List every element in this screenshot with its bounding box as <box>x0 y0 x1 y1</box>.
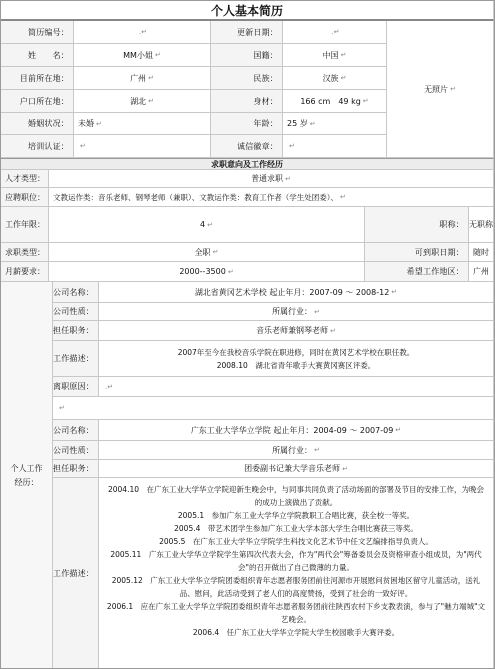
exp1-company-value <box>99 282 494 303</box>
job-type-value-text: 全职 <box>194 247 211 257</box>
cell-mark: ↵ <box>59 404 65 412</box>
exp2-position-value <box>99 460 494 478</box>
apply-label <box>1 188 49 207</box>
area-label <box>365 262 469 282</box>
cell-mark: ↵ <box>148 74 154 82</box>
exp2-nature-label-text: 公司性质： <box>53 445 94 455</box>
body-value-text: 166 cm 49 kg <box>300 96 361 106</box>
cert-label-text: 培训认证： <box>28 141 69 151</box>
experience-label <box>1 282 53 669</box>
cell-mark: ↵ <box>80 142 86 150</box>
page-title <box>1 1 494 21</box>
cell-mark: ↵ <box>340 193 346 201</box>
ethnicity-label-text: 民族： <box>253 73 278 83</box>
body-label-text: 身材： <box>253 96 278 106</box>
job-type-label <box>1 243 49 262</box>
exp1-company-text: 湖北省黄冈艺术学校 <box>194 287 267 297</box>
credit-value <box>283 135 387 158</box>
cell-mark: ↵ <box>314 307 320 316</box>
exp2-position-text: 团委副书记兼大学音乐老师 <box>244 464 341 473</box>
apply-value-text: 文教运作类：音乐老师、钢琴老师（兼职）、文教运作类：教育工作者（学生处团委）、 <box>53 192 338 202</box>
salary-label-text: 月薪要求： <box>5 267 45 276</box>
title-label <box>365 207 469 243</box>
cell-mark: ↵ <box>330 326 336 335</box>
cert-value <box>74 135 211 158</box>
resume-no-value <box>74 21 211 44</box>
cell-mark: ↵ <box>395 426 402 434</box>
years-label <box>1 207 49 243</box>
exp2-desc-line: 2005.1 参加广东工业大学华立学院教职工合唱比赛，获全校一等奖。 <box>177 511 415 520</box>
name-label <box>1 44 74 67</box>
talent-type-value-text: 普通求职 <box>251 174 284 183</box>
title-value-text: 无职称 <box>469 219 493 229</box>
apply-label-text: 应聘职位： <box>5 192 45 202</box>
update-date-label-text: 更新日期： <box>237 27 278 37</box>
nationality-label <box>211 44 283 67</box>
exp1-reason-label-text: 离职原因： <box>53 382 94 391</box>
name-label-text: 姓 名： <box>28 50 69 60</box>
talent-type-label <box>1 170 49 188</box>
exp2-industry-label-text: 所属行业： <box>272 445 313 455</box>
exp1-position-value <box>99 321 494 341</box>
exp-spacer <box>53 397 494 420</box>
cell-mark: .↵ <box>138 28 148 36</box>
cell-mark: ↵ <box>342 464 348 473</box>
exp2-desc-label-text: 工作描述： <box>53 569 94 578</box>
exp1-company-label <box>53 282 99 303</box>
exp1-desc-line: 2008.10 湖北省青年歌手大赛黄冈赛区评委。 <box>216 360 376 370</box>
exp1-industry-label-text: 所属行业： <box>272 307 313 316</box>
exp2-desc-line: 2005.12 广东工业大学华立学院团委组织青年志愿者服务团前往河源市开展慰问贫困地区留守儿童活动，送礼品、慰问，此活动受到了老人们的高度赞扬，受到了社会的一致好评。 <box>111 576 481 598</box>
exp2-desc-value <box>99 478 494 669</box>
nationality-label-text: 国籍： <box>253 50 278 60</box>
nationality-value-text: 中国 <box>322 50 339 60</box>
exp1-reason-value <box>99 377 494 397</box>
hukou-value <box>74 90 211 113</box>
ethnicity-label <box>211 67 283 90</box>
exp2-desc-line: 2005.4 带艺术团学生参加广东工业大学本部大学生合唱比赛获三等奖。 <box>174 524 418 533</box>
area-value <box>469 262 494 282</box>
exp2-desc-line: 2006.4 任广东工业大学华立学院大学生校园歌手大赛评委。 <box>192 628 400 637</box>
hukou-label <box>1 90 74 113</box>
exp2-position-label-text: 担任职务： <box>53 464 94 473</box>
exp2-company-value <box>99 420 494 441</box>
title-label-text: 职称： <box>439 220 464 229</box>
credit-label <box>211 135 283 158</box>
name-value-text: MM小姐 <box>123 50 153 60</box>
photo-text: 无照片 <box>424 84 449 94</box>
cell-mark: ↵ <box>362 97 369 105</box>
exp1-period-text: 起止年月：2007-09 ～ 2008-12 <box>269 287 390 297</box>
area-value-text: 广州 <box>473 267 489 276</box>
marital-value-text: 未婚 <box>78 119 94 128</box>
section-job-header <box>1 158 494 170</box>
section-job-text: 求职意向及工作经历 <box>211 159 283 169</box>
exp1-nature-label-text: 公司性质： <box>53 307 94 316</box>
body-label <box>211 90 283 113</box>
nationality-value <box>283 44 387 67</box>
age-value-text: 25 岁 <box>287 119 308 128</box>
job-type-value <box>49 243 365 262</box>
exp2-nature-label <box>53 441 99 460</box>
exp2-company-text: 广东工业大学华立学院 <box>190 425 271 435</box>
years-value <box>49 207 365 243</box>
cell-mark: ↵ <box>148 97 154 105</box>
age-label-text: 年龄： <box>253 119 278 128</box>
cell-mark: ↵ <box>212 248 219 256</box>
ethnicity-value-text: 汉族 <box>322 73 339 83</box>
marital-label-text: 婚姻状况： <box>28 119 69 128</box>
exp1-desc-label <box>53 341 99 377</box>
body-value <box>283 90 387 113</box>
exp1-desc-line: 2007年至今在我校音乐学院在职进修，同时在黄冈艺术学校在职任教。 <box>177 347 415 357</box>
name-value <box>74 44 211 67</box>
marital-value <box>74 113 211 135</box>
age-value <box>283 113 387 135</box>
cert-label <box>1 135 74 158</box>
salary-value <box>49 262 365 282</box>
exp2-position-label <box>53 460 99 478</box>
exp1-company-label-text: 公司名称： <box>53 287 94 297</box>
exp2-desc-line: 2005.11 广东工业大学华立学院学生第四次代表大会，作为"两代会"筹备委员会及资格审查小组成员，为"两代会"的召开做出了自己微薄的力量。 <box>110 550 482 572</box>
exp1-nature-value <box>99 303 494 321</box>
cell-mark: ↵ <box>285 174 291 183</box>
cell-mark: ↵ <box>391 288 398 296</box>
exp2-period-text: 起止年月：2004-09 ～ 2007-09 <box>273 425 394 435</box>
hukou-value-text: 湖北 <box>130 96 147 106</box>
ethnicity-value <box>283 67 387 90</box>
exp2-desc-line: 2004.10 在广东工业大学华立学院迎新生晚会中，与同事共同负责了活动场面的部署及节目的安排工作，为晚会的成功上演做出了贡献。 <box>107 485 484 507</box>
cell-mark: ↵ <box>309 119 316 128</box>
cell-mark: ↵ <box>289 142 295 150</box>
salary-value-text: 2000--3500 <box>179 267 226 276</box>
cell-mark: ↵ <box>314 446 320 454</box>
location-value <box>74 67 211 90</box>
cell-mark: .↵ <box>331 28 340 36</box>
arrival-label <box>365 243 469 262</box>
hukou-label-text: 户口所在地： <box>19 96 69 106</box>
area-label-text: 希望工作地区： <box>406 267 464 276</box>
title-value <box>469 207 494 243</box>
cell-mark: ↵ <box>450 85 456 93</box>
cell-mark: ↵ <box>96 119 102 128</box>
cell-mark: ↵ <box>227 267 234 276</box>
exp1-position-label-text: 担任职务： <box>53 326 94 335</box>
credit-label-text: 诚信徽章： <box>237 141 278 151</box>
cell-mark: ↵ <box>154 51 161 59</box>
exp2-desc-label <box>53 478 99 669</box>
title-text: 个人基本简历 <box>210 3 283 18</box>
exp2-company-label-text: 公司名称： <box>53 425 94 435</box>
exp2-desc-line: 2005.5 在广东工业大学华立学院学生科技文化艺术节中任文艺编排指导负责人。 <box>159 537 433 546</box>
exp1-reason-label <box>53 377 99 397</box>
cell-mark: ↵ <box>340 74 347 82</box>
resume-no-label-text: 简历编号： <box>28 27 69 37</box>
location-value-text: 广州 <box>130 73 147 83</box>
arrival-value-text: 随时 <box>473 247 489 257</box>
talent-type-label-text: 人才类型： <box>5 174 45 183</box>
location-label-text: 目前所在地： <box>19 73 69 83</box>
marital-label <box>1 113 74 135</box>
talent-type-value <box>49 170 494 188</box>
arrival-label-text: 可到职日期： <box>414 247 464 257</box>
exp2-company-label <box>53 420 99 441</box>
cell-mark: .↵ <box>105 382 114 391</box>
salary-label <box>1 262 49 282</box>
location-label <box>1 67 74 90</box>
job-type-label-text: 求职类型： <box>5 247 45 257</box>
experience-label-text: 个人工作经历： <box>10 463 43 487</box>
resume-no-label <box>1 21 74 44</box>
exp1-nature-label <box>53 303 99 321</box>
update-date-label <box>211 21 283 44</box>
age-label <box>211 113 283 135</box>
cell-mark: ↵ <box>340 51 347 59</box>
exp1-desc-value <box>99 341 494 377</box>
exp1-position-label <box>53 321 99 341</box>
years-label-text: 工作年限： <box>5 220 45 229</box>
exp2-desc-line: 2006.1 应在广东工业大学华立学院团委组织青年志愿者服务团前往陕西农村下乡支教表演，参与了"魅力端城"文艺晚会。 <box>106 602 486 624</box>
update-date-value <box>283 21 387 44</box>
years-value-text: 4 <box>200 220 206 229</box>
photo-area <box>387 21 494 158</box>
apply-value <box>49 188 494 207</box>
exp1-position-text: 音乐老师兼钢琴老师 <box>256 326 329 335</box>
exp2-nature-value <box>99 441 494 460</box>
exp1-desc-label-text: 工作描述： <box>53 354 94 363</box>
arrival-value <box>469 243 494 262</box>
cell-mark: ↵ <box>207 220 213 229</box>
